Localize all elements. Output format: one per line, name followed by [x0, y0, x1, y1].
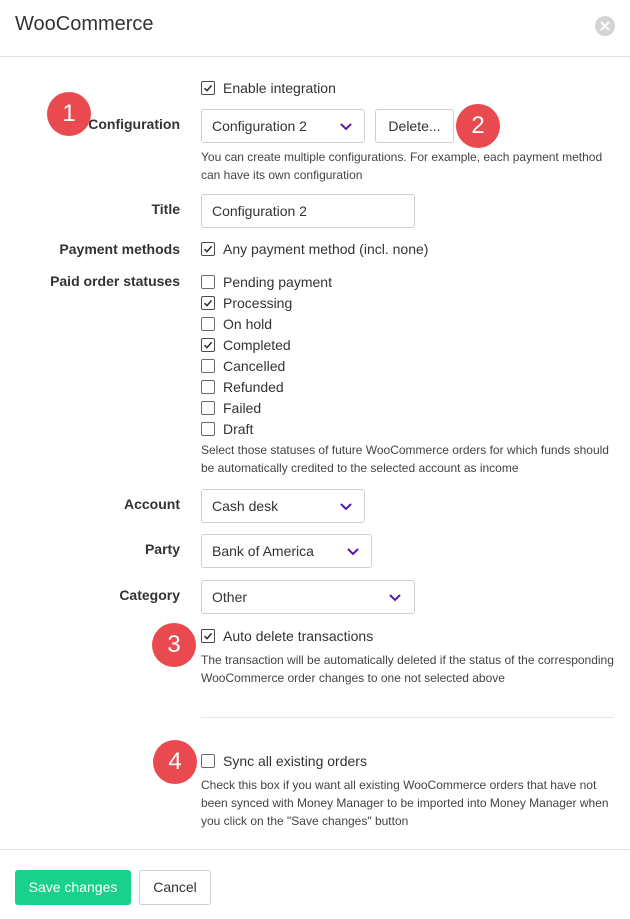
sync-all-help: Check this box if you want all existing WooCommerce orders that have not been synced with Money Manager to be imported into Money Manager when you click on the "Save changes" button: [201, 778, 609, 828]
checkbox-checked-icon: [201, 242, 215, 256]
chevron-down-icon: [340, 123, 352, 131]
category-label: Category: [119, 587, 180, 603]
sync-all-label: Sync all existing orders: [223, 753, 367, 769]
party-label: Party: [144, 541, 180, 557]
status-label: Cancelled: [223, 358, 286, 374]
configuration-value: Configuration 2: [212, 118, 307, 134]
status-checkbox-processing[interactable]: [201, 294, 292, 312]
auto-delete-checkbox[interactable]: [201, 627, 373, 645]
status-label: Pending payment: [223, 274, 332, 290]
title-input[interactable]: Configuration 2: [201, 194, 415, 228]
auto-delete-help: The transaction will be automatically deleted if the status of the corresponding WooCommerce order changes to one not selected above: [201, 653, 614, 685]
checkbox-unchecked-icon: [201, 359, 215, 373]
checkbox-checked-icon: [201, 338, 215, 352]
account-label: Account: [124, 496, 180, 512]
category-select[interactable]: [201, 580, 415, 614]
annotation-marker-4: 4: [153, 740, 197, 784]
status-checkbox-draft[interactable]: [201, 420, 253, 438]
category-value: Other: [212, 589, 248, 605]
status-label: Draft: [223, 421, 254, 437]
payment-method-checkbox[interactable]: [201, 240, 428, 258]
status-label: On hold: [223, 316, 273, 332]
delete-configuration-button[interactable]: Delete...: [375, 109, 454, 143]
annotation-marker-1: 1: [47, 92, 91, 136]
payment-method-label: Any payment method (incl. none): [223, 241, 429, 257]
configuration-label: Configuration: [88, 116, 180, 132]
configuration-help: You can create multiple configurations. For example, each payment method can have its own configuration: [201, 150, 603, 182]
close-button[interactable]: [595, 16, 615, 36]
dialog-footer: [0, 849, 630, 919]
save-changes-button[interactable]: Save changes: [15, 870, 131, 905]
status-checkbox-on-hold[interactable]: [201, 315, 272, 333]
status-label: Completed: [223, 337, 291, 353]
chevron-down-icon: [347, 548, 359, 556]
checkbox-checked-icon: [201, 629, 215, 643]
chevron-down-icon: [389, 594, 401, 602]
checkbox-unchecked-icon: [201, 401, 215, 415]
status-checkbox-cancelled[interactable]: [201, 357, 285, 375]
checkbox-unchecked-icon: [201, 275, 215, 289]
status-checkbox-refunded[interactable]: [201, 378, 284, 396]
paid-statuses-help: Select those statuses of future WooCommerce orders for which funds should be automatically credited to the selected account as income: [201, 443, 609, 475]
auto-delete-label: Auto delete transactions: [223, 628, 374, 644]
checkbox-unchecked-icon: [201, 754, 215, 768]
checkbox-unchecked-icon: [201, 422, 215, 436]
status-label: Refunded: [223, 379, 284, 395]
checkbox-unchecked-icon: [201, 317, 215, 331]
account-select[interactable]: [201, 489, 365, 523]
payment-methods-label: Payment methods: [59, 241, 180, 257]
section-divider: [201, 717, 614, 718]
party-select[interactable]: [201, 534, 372, 568]
title-label: Title: [151, 201, 180, 217]
configuration-select[interactable]: [201, 109, 365, 143]
sync-all-checkbox[interactable]: [201, 752, 367, 770]
close-icon: [600, 21, 610, 31]
enable-integration-checkbox[interactable]: [201, 79, 336, 97]
party-value: Bank of America: [212, 543, 314, 559]
cancel-button[interactable]: Cancel: [139, 870, 211, 905]
checkbox-checked-icon: [201, 296, 215, 310]
enable-integration-label: Enable integration: [223, 80, 336, 96]
annotation-marker-3: 3: [152, 623, 196, 667]
status-checkbox-completed[interactable]: [201, 336, 291, 354]
account-value: Cash desk: [212, 498, 279, 514]
status-label: Processing: [223, 295, 293, 311]
status-checkbox-failed[interactable]: [201, 399, 261, 417]
checkbox-unchecked-icon: [201, 380, 215, 394]
checkbox-checked-icon: [201, 81, 215, 95]
status-label: Failed: [223, 400, 262, 416]
dialog-title: WooCommerce: [15, 13, 154, 35]
annotation-marker-2: 2: [456, 104, 500, 148]
dialog-header: [0, 0, 630, 57]
chevron-down-icon: [340, 503, 352, 511]
paid-order-statuses-label: Paid order statuses: [50, 273, 180, 289]
status-checkbox-pending-payment[interactable]: [201, 273, 332, 291]
